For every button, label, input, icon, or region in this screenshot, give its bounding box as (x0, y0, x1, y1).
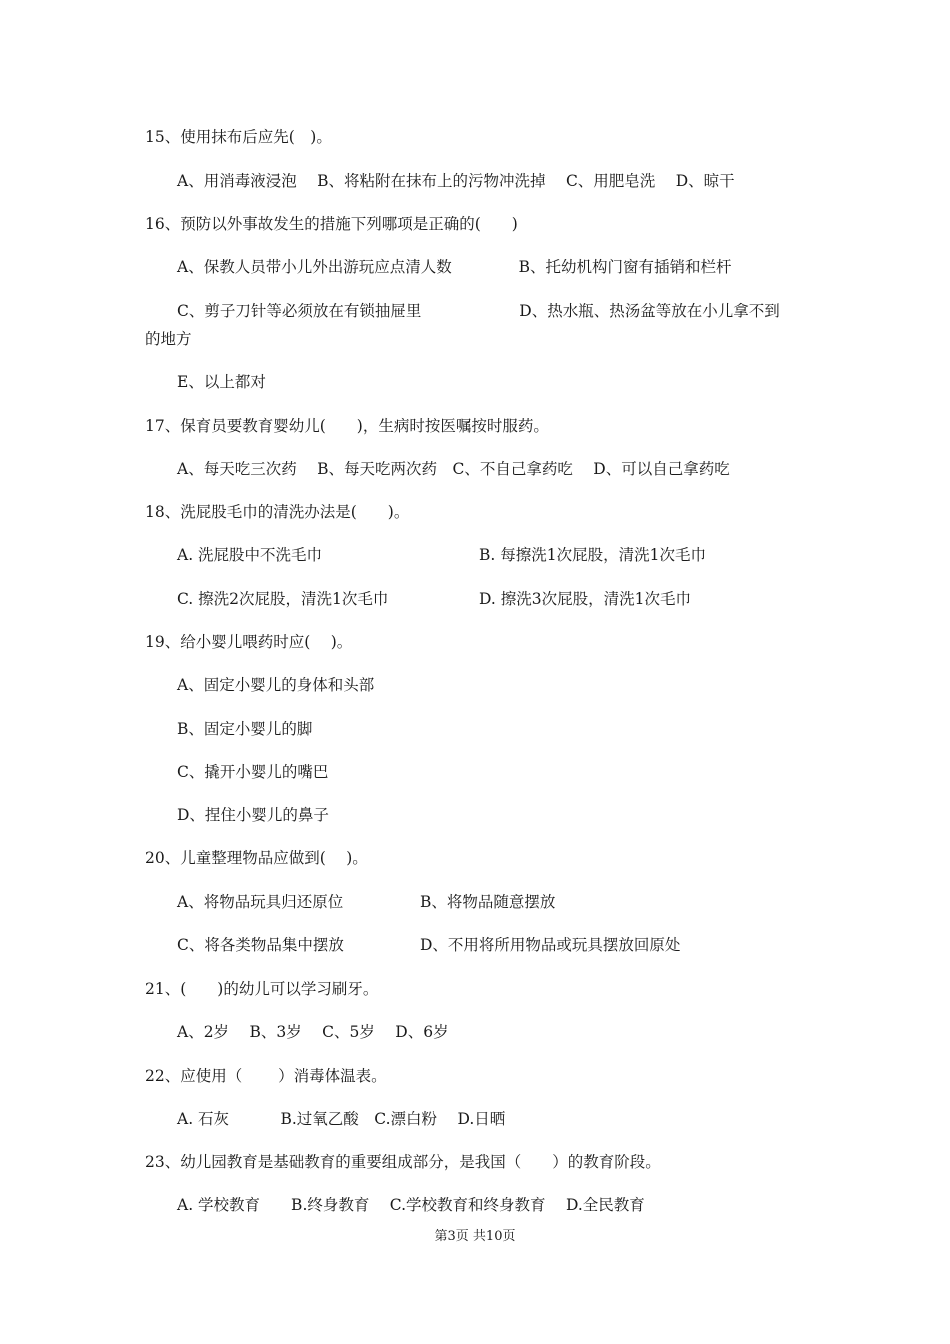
question-20-option-c: C、将各类物品集中摆放 (177, 936, 344, 954)
question-20-option-d: D、不用将所用物品或玩具摆放回原处 (420, 936, 681, 954)
question-16: 16、预防以外事故发生的措施下列哪项是正确的( ) (145, 215, 518, 233)
question-19: 19、给小婴儿喂药时应( )。 (145, 633, 353, 651)
question-18-option-c: C. 擦洗2次屁股，清洗1次毛巾 (177, 590, 389, 608)
question-22: 22、应使用（ ）消毒体温表。 (145, 1067, 387, 1085)
question-15: 15、使用抹布后应先( )。 (145, 128, 332, 146)
question-20-option-a: A、将物品玩具归还原位 (177, 893, 344, 911)
page-footer: 第3页 共10页 (434, 1229, 516, 1244)
question-15-options: A、用消毒液浸泡 B、将粘附在抹布上的污物冲洗掉 C、用肥皂洗 D、晾干 (177, 172, 735, 190)
question-20-option-b: B、将物品随意摆放 (420, 893, 556, 911)
question-19-option-b: B、固定小婴儿的脚 (177, 720, 313, 738)
question-23: 23、幼儿园教育是基础教育的重要组成部分，是我国（ ）的教育阶段。 (145, 1153, 661, 1171)
question-21: 21、( )的幼儿可以学习刷牙。 (145, 980, 379, 998)
question-19-option-c: C、撬开小婴儿的嘴巴 (177, 763, 329, 781)
question-22-options: A. 石灰 B.过氧乙酸 C.漂白粉 D.日晒 (177, 1110, 506, 1128)
question-21-options: A、2岁 B、3岁 C、5岁 D、6岁 (177, 1023, 449, 1041)
question-17-options: A、每天吃三次药 B、每天吃两次药 C、不自己拿药吃 D、可以自己拿药吃 (177, 460, 730, 478)
question-18-option-d: D. 擦洗3次屁股，清洗1次毛巾 (479, 590, 691, 608)
question-16-options-row-2: C、剪子刀针等必须放在有锁抽屉里 D、热水瓶、热汤盆等放在小儿拿不到 (177, 302, 780, 320)
question-19-option-a: A、固定小婴儿的身体和头部 (177, 676, 375, 694)
question-16-option-e: E、以上都对 (177, 373, 266, 391)
question-16-options-row-1: A、保教人员带小儿外出游玩应点清人数 B、托幼机构门窗有插销和栏杆 (177, 258, 732, 276)
question-23-options: A. 学校教育 B.终身教育 C.学校教育和终身教育 D.全民教育 (177, 1196, 645, 1214)
question-16-options-wrap: 的地方 (145, 330, 192, 348)
question-18: 18、洗屁股毛巾的清洗办法是( )。 (145, 503, 410, 521)
question-20: 20、儿童整理物品应做到( )。 (145, 849, 368, 867)
question-19-option-d: D、捏住小婴儿的鼻子 (177, 806, 329, 824)
question-18-option-b: B. 每擦洗1次屁股，清洗1次毛巾 (479, 546, 706, 564)
question-17: 17、保育员要教育婴幼儿( )，生病时按医嘱按时服药。 (145, 417, 549, 435)
question-18-option-a: A. 洗屁股中不洗毛巾 (177, 546, 323, 564)
